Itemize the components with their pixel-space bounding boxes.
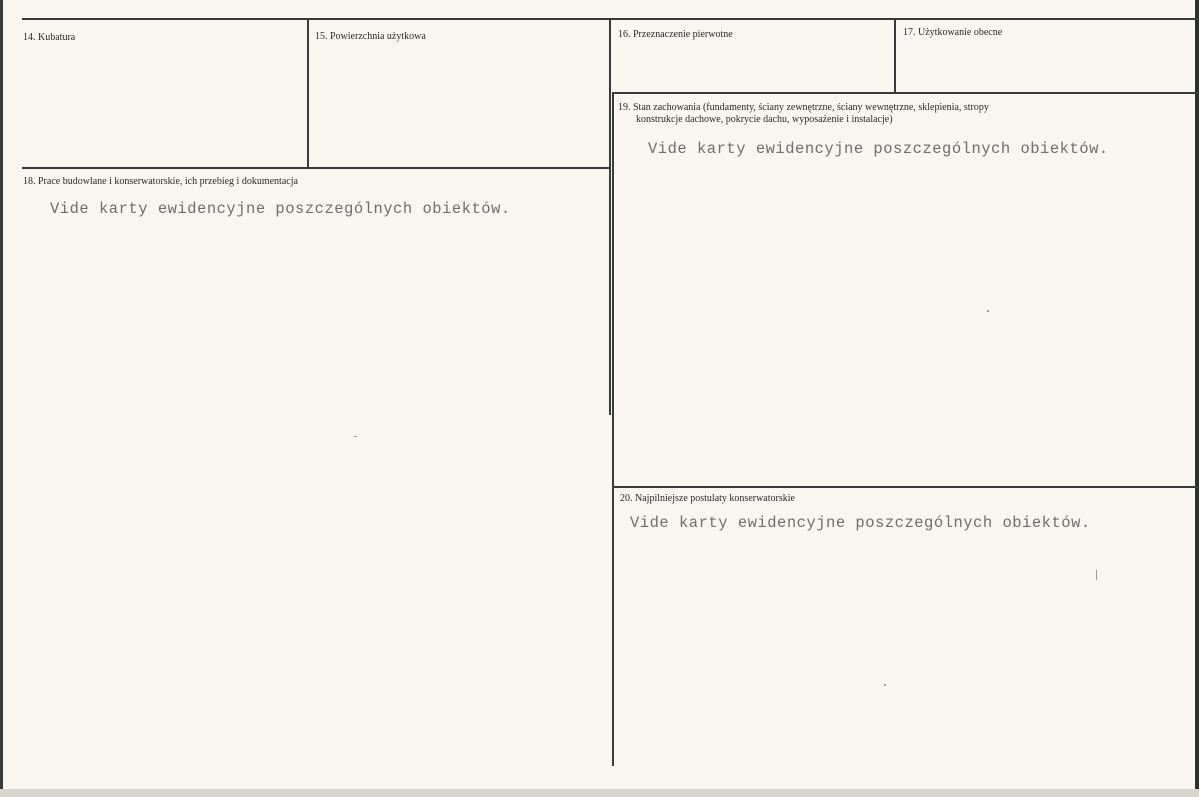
rule-below-16-17 [612, 92, 1199, 94]
field-18-label: 18. Prace budowlane i konserwatorskie, ich przebieg i dokumentacja [23, 176, 298, 187]
field-17-label: 17. Użytkowanie obecne [903, 27, 1003, 38]
field-19-value: Vide karty ewidencyjne poszczególnych obiektów. [648, 140, 1109, 158]
field-15-label: 15. Powierzchnia użytkowa [315, 31, 426, 42]
field-14-label: 14. Kubatura [23, 32, 76, 43]
field-20-label: 20. Najpilniejsze postulaty konserwatorskie [620, 493, 795, 504]
field-20-value: Vide karty ewidencyjne poszczególnych obiektów. [630, 514, 1091, 532]
paper-speck [987, 310, 989, 312]
divider-right-column [612, 92, 614, 766]
divider-left-right [609, 18, 611, 415]
paper-speck [1096, 570, 1097, 580]
rule-below-14-15 [22, 167, 610, 169]
field-18-value: Vide karty ewidencyjne poszczególnych obiektów. [50, 200, 511, 218]
sheet-bottom-edge [0, 789, 1199, 797]
sheet-right-edge [1195, 0, 1199, 797]
divider-16-17 [894, 18, 896, 93]
divider-14-15 [307, 18, 309, 168]
field-19-label-line2: konstrukcje dachowe, pokrycie dachu, wyposażenie i instalacje) [636, 114, 893, 125]
paper-speck [884, 684, 886, 686]
field-19-label-line1: 19. Stan zachowania (fundamenty, ściany zewnętrzne, ściany wewnętrzne, sklepienia, stropy [618, 102, 989, 113]
sheet-left-edge [0, 0, 3, 797]
field-16-label: 16. Przeznaczenie pierwotne [618, 29, 733, 40]
paper-speck [354, 436, 357, 437]
rule-above-20 [614, 486, 1199, 488]
